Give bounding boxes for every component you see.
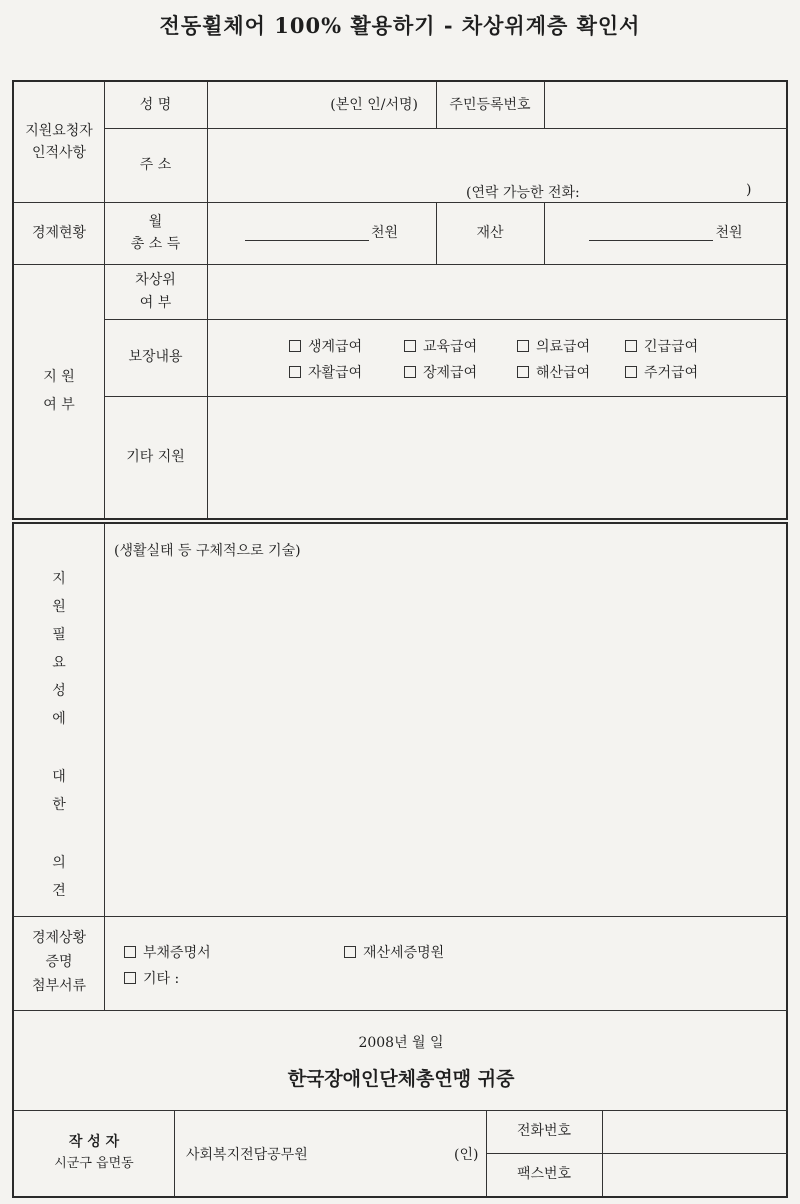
checkbox-icon[interactable] — [124, 972, 136, 984]
date-line: 2008년 월 일 — [358, 1035, 444, 1051]
phone-field[interactable] — [602, 1110, 788, 1153]
rrn-label: 주민등록번호 — [449, 96, 531, 113]
phone-hint-close: ) — [746, 182, 752, 198]
asset-blank — [589, 226, 713, 241]
doc-option-debt-certificate[interactable]: 부채증명서 — [124, 942, 211, 962]
upper-form-table — [12, 80, 788, 520]
applicant-section-label: 지원요청자 인적사항 — [25, 122, 93, 161]
docs-label: 경제상황 증명 첨부서류 — [31, 930, 87, 994]
checkbox-icon[interactable] — [517, 366, 529, 378]
support-section-label: 지 원 여 부 — [43, 369, 75, 413]
benefit-option-livelihood[interactable]: 생계급여 — [289, 336, 362, 356]
monthly-income-label: 월 총 소 득 — [130, 213, 181, 252]
benefit-label: 보장내용 — [128, 349, 183, 366]
benefit-option-education[interactable]: 교육급여 — [404, 336, 477, 356]
economy-section-label: 경제현황 — [31, 224, 87, 241]
seal-mark[interactable]: (인) — [454, 1147, 479, 1163]
near-poor-label: 차상위 여 부 — [135, 272, 176, 311]
lower-form-table — [12, 522, 788, 1198]
income-blank — [245, 226, 369, 241]
checkbox-icon[interactable] — [404, 366, 416, 378]
checkbox-icon[interactable] — [404, 340, 416, 352]
doc-option-other[interactable]: 기타 : — [124, 968, 179, 988]
asset-field[interactable]: 천원 — [544, 202, 788, 264]
benefit-option-housing[interactable]: 주거급여 — [625, 362, 698, 382]
name-label: 성 명 — [139, 96, 172, 113]
benefit-option-funeral[interactable]: 장제급여 — [404, 362, 477, 382]
opinion-hint: (생활실태 등 구체적으로 기술) — [114, 543, 301, 559]
rrn-field[interactable] — [544, 82, 788, 128]
checkbox-icon[interactable] — [625, 340, 637, 352]
document-title: 전동휠체어 100% 활용하기 - 차상위계층 확인서 — [159, 13, 641, 38]
checkbox-icon[interactable] — [289, 366, 301, 378]
opinion-label: 지 원 필 요 성 에 대 한 의 견 — [52, 571, 66, 899]
checkbox-icon[interactable] — [625, 366, 637, 378]
phone-label: 전화번호 — [516, 1123, 572, 1140]
opinion-field[interactable] — [104, 524, 788, 916]
addressee: 한국장애인단체총연맹 귀중 — [287, 1068, 515, 1090]
near-poor-field[interactable] — [207, 264, 788, 319]
other-support-label: 기타 지원 — [126, 448, 185, 465]
benefit-option-emergency[interactable]: 긴급급여 — [625, 336, 698, 356]
benefit-option-self-support[interactable]: 자활급여 — [289, 362, 362, 382]
asset-label: 재산 — [476, 224, 504, 241]
checkbox-icon[interactable] — [344, 946, 356, 958]
monthly-income-field[interactable]: 천원 — [207, 202, 436, 264]
phone-hint: (연락 가능한 전화: — [466, 185, 580, 201]
author-label: 작 성 자 시군구 읍면동 — [54, 1134, 134, 1171]
other-support-field[interactable] — [207, 396, 788, 518]
benefit-option-medical[interactable]: 의료급여 — [517, 336, 590, 356]
fax-field[interactable] — [602, 1153, 788, 1196]
checkbox-icon[interactable] — [289, 340, 301, 352]
name-signature-field[interactable]: (본인 인/서명) — [330, 96, 418, 113]
benefit-option-childbirth[interactable]: 해산급여 — [517, 362, 590, 382]
fax-label: 팩스번호 — [516, 1166, 572, 1183]
official-label: 사회복지전담공무원 — [186, 1147, 308, 1163]
checkbox-icon[interactable] — [124, 946, 136, 958]
doc-option-property-tax-certificate[interactable]: 재산세증명원 — [344, 942, 444, 962]
address-label: 주 소 — [139, 156, 172, 173]
checkbox-icon[interactable] — [517, 340, 529, 352]
